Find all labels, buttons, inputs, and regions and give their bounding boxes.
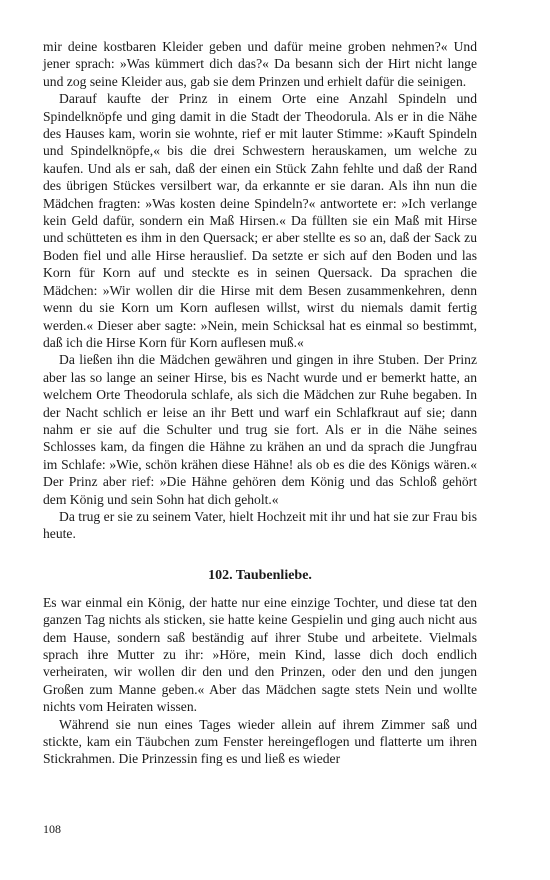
paragraph-dove-arrives: Während sie nun eines Tages wieder allein auf ihrem Zimmer saß und stickte, kam ein Täubchen zum Fenster hereingeflogen und flatterte um ihren Stickrahmen. Die Prinzessin fing es und ließ es wieder [43, 716, 477, 767]
story-heading: 102. Taubenliebe. [208, 567, 312, 583]
paragraph-spindles: Darauf kaufte der Prinz in einem Orte eine Anzahl Spindeln und Spindelknöpfe und ging damit in die Stadt der Theodorula. Als er in die Nähe des Hauses kam, worin sie wohnte, rief er mit lauter Stimme: »Kauft Spindeln und Spindelknöpfe,« bis die drei Schwestern herauskamen, um welche zu kaufen. Und als er sah, daß der einen ein Stück Zahn fehlte und daß der Rand des übrigen Stückes versilbert war, da erkannte er sie daran. Als ihn nun die Mädchen fragten: »Was kosten deine Spindeln?« antwortete er: »Ich verlange kein Geld dafür, sondern ein Maß Hirsen.« Da füllten sie ein Maß mit Hirse und schütteten es ihm in den Quersack; er aber stellte es so an, daß der Sack zu Boden fiel und alle Hirse herauslief. Da setzte er sich auf den Boden und las Korn für Korn auf und steckte es in seinen Quersack. Da sprachen die Mädchen: »Wir wollen dir die Hirse mit dem Besen zusammenkehren, denn wenn du sie Korn um Korn auflesen willst, wirst du niemals damit fertig werden.« Dieser aber sagte: »Nein, mein Schicksal hat es einmal so bestimmt, daß ich die Hirse Korn für Korn auflesen muß.« [43, 91, 477, 350]
section-spacer [43, 543, 477, 567]
book-page [43, 38, 477, 768]
paragraph-wedding: Da trug er sie zu seinem Vater, hielt Hochzeit mit ihr und hat sie zur Frau bis heute. [43, 508, 477, 542]
paragraph-story-opening: Es war einmal ein König, der hatte nur eine einzige Tochter, und diese tat den ganzen Tag nichts als sticken, sie hatte keine Gespielin und ging auch nicht aus dem Hause, sondern saß beständig auf ihrer Stube und arbeitete. Vielmals sprach ihre Mutter zu ihr: »Höre, mein Kind, lasse dich doch endlich verheiraten, wir wollen dir den und den Prinzen, oder den und den jungen Großen zum Manne geben.« Aber das Mädchen sagte stets Nein und wollte nichts vom Heiraten wissen. [43, 594, 477, 715]
paragraph-abduction: Da ließen ihn die Mädchen gewähren und gingen in ihre Stuben. Der Prinz aber las so lange an seiner Hirse, bis es Nacht wurde und er bemerkt hatte, an welchem Orte Theodorula schlafe, als sich die Mädchen zur Ruhe begaben. In der Nacht schlich er leise an ihr Bett und warf ein Schlafkraut auf sie; dann nahm er sie auf die Schulter und trug sie fort. Als er in die Nähe seines Schlosses kam, da fingen die Hähne zu krähen an und da sprach die Jungfrau im Schlafe: »Wie, schön krähen diese Hähne! als ob es die des Königs wären.« Der Prinz aber rief: »Die Hähne gehören dem König und das Schloß gehört dem König und sein Sohn hat dich geholt.« [43, 352, 477, 507]
page-number: 108 [43, 822, 61, 836]
paragraph-continuation: mir deine kostbaren Kleider geben und dafür meine groben nehmen?« Und jener sprach: »Was kümmert dich das?« Da besann sich der Hirt nicht lange und zog seine Kleider aus, gab sie dem Prinzen und erhielt dafür die seinigen. [43, 39, 477, 89]
